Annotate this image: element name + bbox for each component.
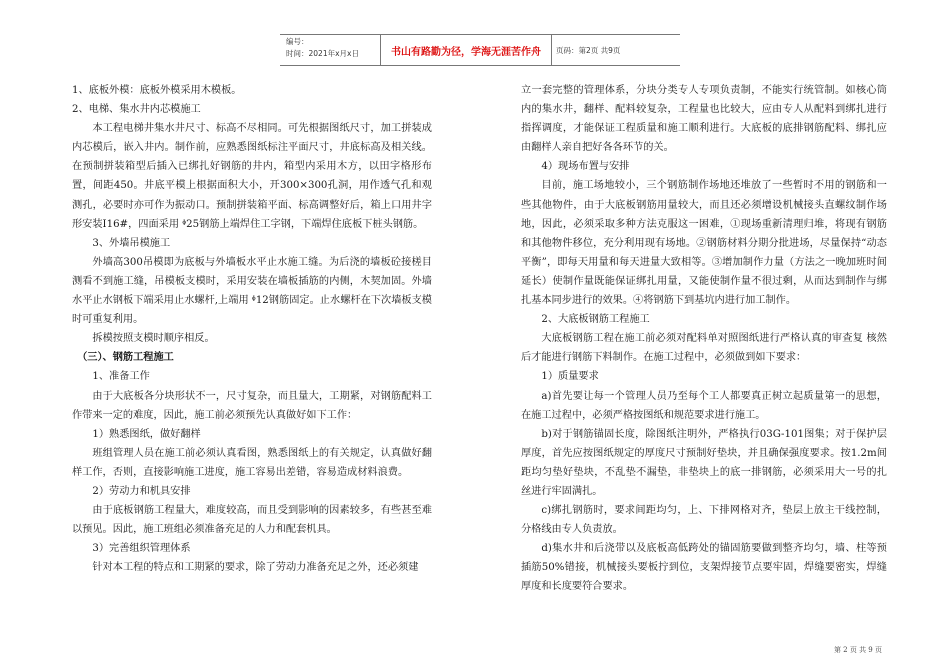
doc-time-label: 时间：2021年x月x日	[286, 49, 359, 58]
paragraph: 目前，施工场地较小，三个钢筋制作场地还堆放了一些暂时不用的钢筋和一些其他物件，由于大底板钢筋用量较大，而且还必须增设机械接头直螺纹制作场地，因此，必须采取多种方法克服这一困难，①现场重新清理归堆，将现有钢筋和其他物件移位，充分利用现有场地。②钢筋材料分期分批进场，尽量保持“动态平衡”，即每天用量和每天进量大致相等。③增加制作力量（方法之一晚加班时间延长）使制作量既能保证绑扎用量，又能使制作量不很过剩，从而达到制作与绑扎基本同步进行的效果。④将钢筋下到基坑内进行加工制作。	[521, 180, 887, 307]
paragraph: 1）质量要求	[541, 371, 599, 383]
paragraph: d)集水井和后浇带以及底板高低跨处的锚固筋要做到整齐均匀，墙、柱等预插筋50%错接，机械接头要板拧到位，支架焊接节点要牢固，焊缝要密实，焊缝厚度和长度要符合要求。	[521, 543, 887, 593]
paragraph: 2、电梯、集水井内芯模施工	[72, 104, 201, 116]
paragraph: a)首先要让每一个管理人员乃至每个工人都要真正树立起质量第一的思想，在施工过程中，必须严格按图纸和规范要求进行施工。	[521, 390, 887, 421]
paragraph: c)绑扎钢筋时，要求间距均匀，上、下排网格对齐，垫层上放主干线控制，分格线由专人负责放。	[521, 505, 887, 536]
header-motto: 书山有路勤为径，学海无涯苦作舟	[380, 35, 552, 65]
paragraph: b)对于钢筋锚固长度，除图纸注明外，严格执行03G-101图集；对于保护层厚度，首先应按图纸规定的厚度尺寸预制好垫块，并且确保强度要求。按1.2m间距均匀垫好垫块，不乱垫不漏垫，非垫块上的底一排钢筋，必须采用大一号的扎丝进行牢固满扎。	[521, 428, 887, 497]
paragraph: 本工程电梯井集水井尺寸、标高不尽相同。可先根据图纸尺寸，加工拼装成内芯模后，嵌入井内。制作前，应熟悉图纸标注平面尺寸，井底标高及相关线。在预制拼装箱型后插入已绑扎好钢筋的井内，箱型内采用木方，以田字格形布置，间距450。井底平模上根据面积大小，开300×300孔洞，用作透气孔和观测孔，必要时亦可作为振动口。预制拼装箱平面、标高调整好后，箱上口用井字形安装I16#，四面采用 ᶲ25钢筋上端焊住工字钢，下端焊住底板下桩头钢筋。	[72, 123, 432, 230]
page-footer: 第 2 页 共 9 页	[833, 646, 882, 654]
paragraph: 1、准备工作	[92, 371, 150, 383]
page-header	[280, 34, 680, 66]
paragraph: 拆模按照支模时顺序相反。	[92, 333, 215, 345]
paragraph: 针对本工程的特点和工期紧的要求，除了劳动力准备充足之外，还必须建	[92, 562, 419, 574]
paragraph: 立一套完整的管理体系，分块分类专人专项负责制，不能实行统管制。如核心筒内的集水井，翻样、配料较复杂，工程量也比较大，应由专人从配料到绑扎进行指挥调度，才能保证工程质量和施工顺利进行。大底板的底排钢筋配料、绑扎应由翻样人亲自把好各各环节的关。	[521, 85, 887, 154]
paragraph: 由于大底板各分块形状不一，尺寸复杂，而且量大，工期紧，对钢筋配料工作带来一定的难度，因此，施工前必须预先认真做好如下工作：	[72, 390, 432, 421]
paragraph: 1、底板外模：底板外模采用木模板。	[72, 85, 242, 96]
paragraph: 4）现场布置与安排	[541, 161, 630, 173]
right-column	[521, 81, 887, 597]
section-heading: （三）、钢筋工程施工	[77, 351, 174, 364]
header-page-info: 页码：第2页 共9页	[556, 46, 621, 55]
paragraph: 1）熟悉图纸，做好翻样	[92, 428, 201, 440]
paragraph: 3）完善组织管理体系	[92, 543, 191, 555]
header-meta	[286, 36, 359, 60]
paragraph: 班组管理人员在施工前必须认真看图，熟悉图纸上的有关规定，认真做好翻样工作，否则，直接影响施工进度，施工容易出差错，容易造成材料浪费。	[72, 447, 432, 478]
left-column	[72, 81, 432, 577]
paragraph: 由于底板钢筋工程量大，难度较高，而且受到影响的因素较多，有些甚至难以预见。因此，施工班组必须准备充足的人力和配套机具。	[72, 505, 432, 536]
paragraph: 2）劳动力和机具安排	[92, 485, 191, 497]
paragraph: 2、大底板钢筋工程施工	[541, 314, 650, 326]
paragraph: 3、外墙吊模施工	[92, 237, 171, 249]
paragraph: 大底板钢筋工程在施工前必须对配料单对照图纸进行严格认真的审查复 核然后才能进行钢筋下料制作。在施工过程中，必须做到如下要求：	[521, 333, 887, 364]
paragraph: 外墙高300吊模即为底板与外墙板水平止水施工缝。为后浇的墙板砼接槎目测看不到施工缝，吊模板支模时，采用安装在墙板插筋的内侧，木契加固。外墙水平止水钢板下端采用止水螺杆,上端用 ᶲ12钢筋固定。止水螺杆在下次墙板支模时可重复利用。	[72, 256, 432, 326]
doc-number-label: 编号：	[286, 37, 309, 46]
